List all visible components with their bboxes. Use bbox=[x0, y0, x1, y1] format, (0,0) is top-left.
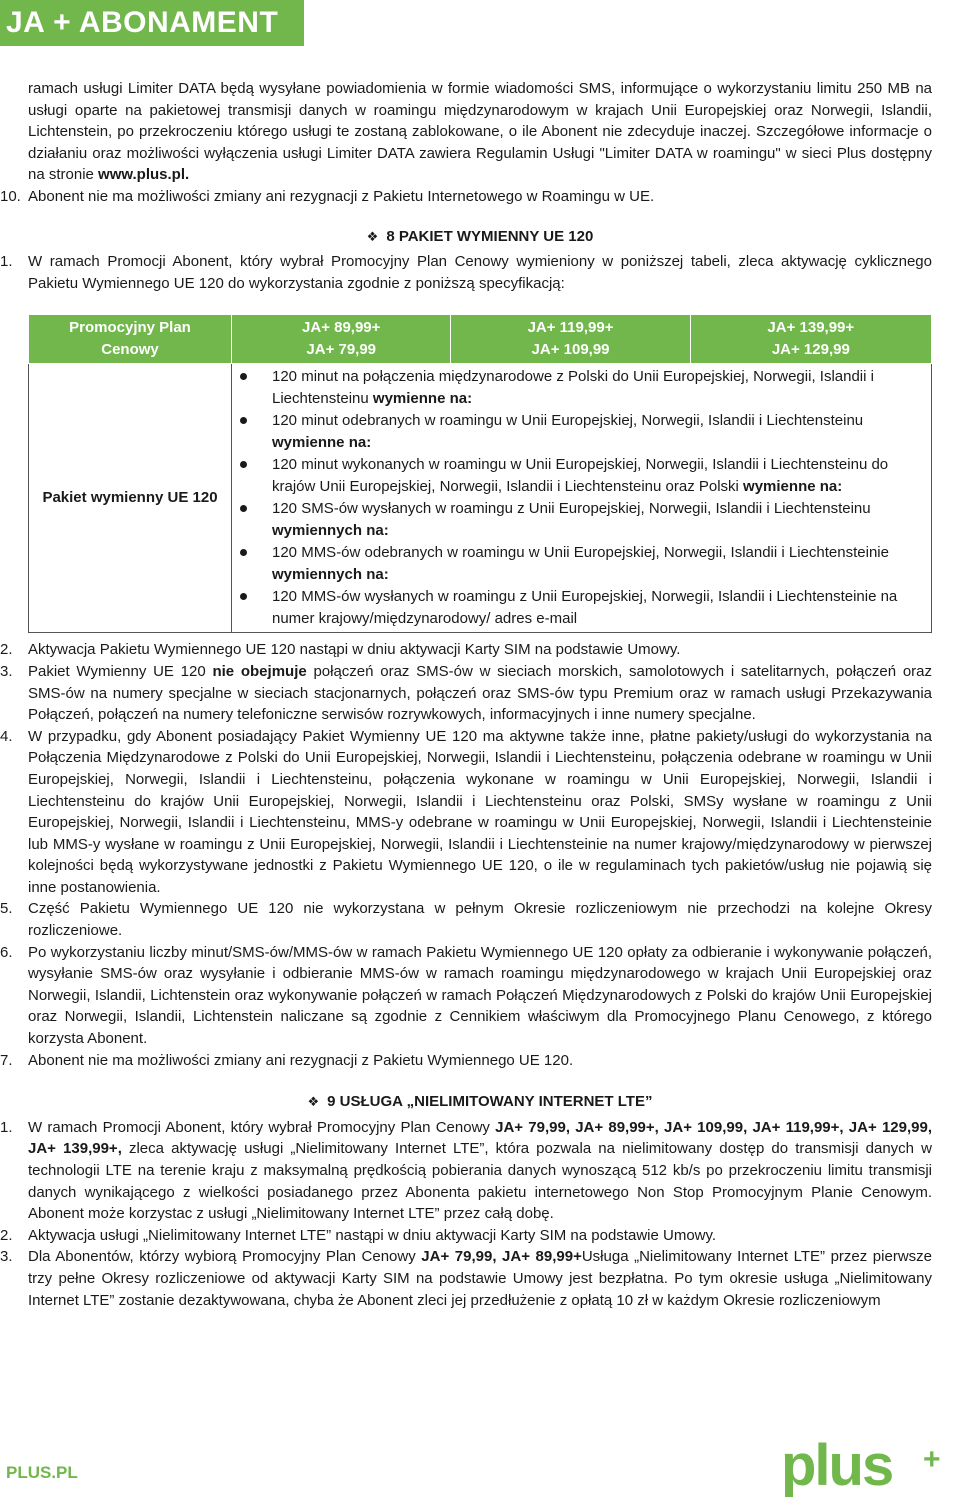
pakiet-item: 120 SMS-ów wysłanych w roamingu z Unii Europejskiej, Norwegii, Islandii i Liechtensteinu wymiennych na: bbox=[232, 498, 923, 542]
table-header-row bbox=[29, 315, 932, 364]
document-body bbox=[0, 78, 932, 1311]
list-item: 1. W ramach Promocji Abonent, który wybrał Promocyjny Plan Cenowy JA+ 79,99, JA+ 89,99+, JA+ 109,99, JA+ 119,99+, JA+ 129,99, JA+ 139,99+, zleca aktywację usługi „Nielimitowany Internet LTE”, która pozwala na nielimitowany dostęp do transmisji danych w technologii LTE na terenie kraju z maksymalną prędkością pobierania danych wynoszącą 512 kb/s po przekroczeniu limitu transmisji danych wynikającego z wielkości posiadanego przez Abonenta pakietu internetowego Non Stop Promocyjnym Planie Cenowym. Abonent może korzystac z usługi „Nielimitowany Internet LTE” przez całą dobę. bbox=[0, 1118, 932, 1223]
row-label: Pakiet wymienny UE 120 bbox=[29, 364, 232, 633]
header-col-1: JA+ 89,99+ JA+ 79,99 bbox=[232, 315, 451, 364]
pakiet-item: 120 MMS-ów wysłanych w roamingu z Unii Europejskiej, Norwegii, Islandii i Liechtensteinie na numer krajowy/międzynarodowy/ adres e-mail bbox=[232, 586, 923, 630]
list-item: 5. Część Pakietu Wymiennego UE 120 nie wykorzystana w pełnym Okresie rozliczeniowym nie przechodzi na kolejne Okresy rozliczeniowe. bbox=[0, 900, 932, 940]
footer-site-link[interactable]: PLUS.PL bbox=[6, 1463, 78, 1482]
pakiet-items-list bbox=[232, 366, 923, 630]
header-banner: JA + ABONAMENT bbox=[0, 0, 304, 46]
plus-logo-mark-icon: + bbox=[923, 1443, 941, 1476]
section-8-intro bbox=[0, 251, 932, 294]
pakiet-item: 120 minut na połączenia międzynarodowe z Polski do Unii Europejskiej, Norwegii, Islandii i Liechtensteinu wymienne na: bbox=[232, 366, 923, 410]
section-8-title: ❖ 8 PAKIET WYMIENNY UE 120 bbox=[28, 226, 932, 248]
pakiet-table bbox=[28, 314, 932, 633]
section-9-title: ❖ 9 USŁUGA „NIELIMITOWANY INTERNET LTE” bbox=[28, 1091, 932, 1113]
pakiet-item: 120 MMS-ów odebranych w roamingu w Unii Europejskiej, Norwegii, Islandii i Liechtensteinie wymiennych na: bbox=[232, 542, 923, 586]
section-9-points bbox=[0, 1117, 932, 1311]
list-item: 2. Aktywacja usługi „Nielimitowany Internet LTE” nastąpi w dniu aktywacji Karty SIM na podstawie Umowy. bbox=[0, 1226, 717, 1244]
diamond-bullet-icon: ❖ bbox=[366, 228, 379, 244]
list-item: 4. W przypadku, gdy Abonent posiadający Pakiet Wymienny UE 120 ma aktywne także inne, płatne pakiety/usługi do wykorzystania na Połączenia Międzynarodowe z Polski do Unii Europejskiej, Norwegii, Islandii i Liechtensteinu, połączenia odebrane w roamingu w Unii Europejskiej, Norwegii, Islandii i Liechtensteinu, połączenia wykonane w roamingu w Unii Europejskiej, Norwegii, Islandii i Liechtensteinu do krajów Unii Europejskiej, Norwegii, Islandii i Liechtensteinu oraz Polski, SMSy wysłane w roamingu z Unii Europejskiej, Norwegii, Islandii i Liechtensteinu, MMS-y odebrane w roamingu w Unii Europejskiej, Norwegii, Islandii i Liechtensteinie lub MMS-y wysłane w roamingu z Unii Europejskiej, Norwegii, Islandii i Liechtensteinie na numer krajowy/międzynarodowy w pierwszej kolejności będą wykorzystywane jednostki z Pakietu Wymiennego UE 120, o ile w regulaminach tych pakietów/usług nie pojawią się inne postanowienia. bbox=[0, 727, 932, 896]
intro-paragraph: ramach usługi Limiter DATA będą wysyłane powiadomienia w formie wiadomości SMS, informujące o wykorzystaniu limitu 250 MB na usługi oparte na pakietowej transmisji danych w roamingu międzynarodowym w krajach Unii Europejskiej oraz Norwegii, Islandii, Lichtenstein, po przekroczeniu którego usługi te zostaną zablokowane, o ile Abonent nie zdecyduje inaczej. Szczegółowe informacje o działaniu oraz możliwości wyłączenia usługi Limiter DATA zawiera Regulamin Usługi "Limiter DATA w roamingu" w sieci Plus dostępny na stronie www.plus.pl. bbox=[28, 80, 932, 184]
list-item: 3. Dla Abonentów, którzy wybiorą Promocyjny Plan Cenowy JA+ 79,99, JA+ 89,99+Usługa „Nielimitowany Internet LTE” przez pierwsze trzy pełne Okresy rozliczeniowe od aktywacji Karty SIM na podstawie Umowy jest bezpłatna. Po tym okresie usługa „Nielimitowany Internet LTE” zostanie dezaktywowana, chyba że Abonent zleci jej przedłużenie z opłatą 10 zł w każdym Okresie rozliczeniowym bbox=[0, 1248, 932, 1309]
list-item: 1. W ramach Promocji Abonent, który wybrał Promocyjny Plan Cenowy wymieniony w poniższej tabeli, zleca aktywację cyklicznego Pakietu Wymiennego UE 120 do wykorzystania zgodnie z poniższą specyfikacją: bbox=[0, 253, 932, 292]
pakiet-items-cell bbox=[232, 364, 932, 633]
pakiet-item: 120 minut odebranych w roamingu w Unii Europejskiej, Norwegii, Islandii i Liechtensteinu wymienne na: bbox=[232, 410, 923, 454]
table-row bbox=[29, 364, 932, 633]
list-item: 3. Pakiet Wymienny UE 120 nie obejmuje połączeń oraz SMS-ów w sieciach morskich, samolotowych i satelitarnych, połączeń oraz SMS-ów na numery specjalne w sieciach stacjonarnych, połączeń oraz SMS-ów typu Premium oraz w ramach usługi Przekazywania Połączeń, połączeń na numery telefoniczne serwisów rozrywkowych, informacyjnych i inne numery specjalne. bbox=[0, 662, 932, 724]
diamond-bullet-icon: ❖ bbox=[307, 1094, 320, 1110]
list-item: 6. Po wykorzystaniu liczby minut/SMS-ów/MMS-ów w ramach Pakietu Wymiennego UE 120 opłaty za odbieranie i wykonywanie połączeń, wysyłanie SMS-ów oraz wysyłanie i odbieranie MMS-ów w ramach roamingu międzynarodowego w krajach Unii Europejskiej oraz Norwegii, Islandii, Lichtenstein oraz wykonywanie połączeń w ramach Połączeń Międzynarodowych z Polski do krajów Unii Europejskiej oraz Norwegii, Islandii, Lichtenstein naliczane są zgodnie z Cennikiem właściwym dla Promocyjnego Planu Cenowego, z którego korzysta Abonent. bbox=[0, 943, 932, 1048]
list-item: 10. Abonent nie ma możliwości zmiany ani rezygnacji z Pakietu Internetowego w Roamingu w UE. bbox=[0, 187, 655, 205]
list-item: 7. Abonent nie ma możliwości zmiany ani rezygnacji z Pakietu Wymiennego UE 120. bbox=[0, 1051, 574, 1069]
header-plan-label: Promocyjny Plan Cenowy bbox=[29, 315, 232, 364]
section-8-points bbox=[0, 639, 932, 1071]
list-item: 2. Aktywacja Pakietu Wymiennego UE 120 nastąpi w dniu aktywacji Karty SIM na podstawie Umowy. bbox=[0, 641, 681, 659]
intro-list bbox=[0, 186, 932, 208]
pakiet-item: 120 minut wykonanych w roamingu w Unii Europejskiej, Norwegii, Islandii i Liechtensteinu do krajów Unii Europejskiej, Norwegii, Islandii i Liechtensteinu oraz Polski wymienne na: bbox=[232, 454, 923, 498]
plus-link[interactable]: www.plus.pl. bbox=[98, 166, 190, 184]
header-col-3: JA+ 139,99+ JA+ 129,99 bbox=[690, 315, 931, 364]
plus-logo: plus + bbox=[781, 1433, 941, 1498]
header-col-2: JA+ 119,99+ JA+ 109,99 bbox=[451, 315, 690, 364]
